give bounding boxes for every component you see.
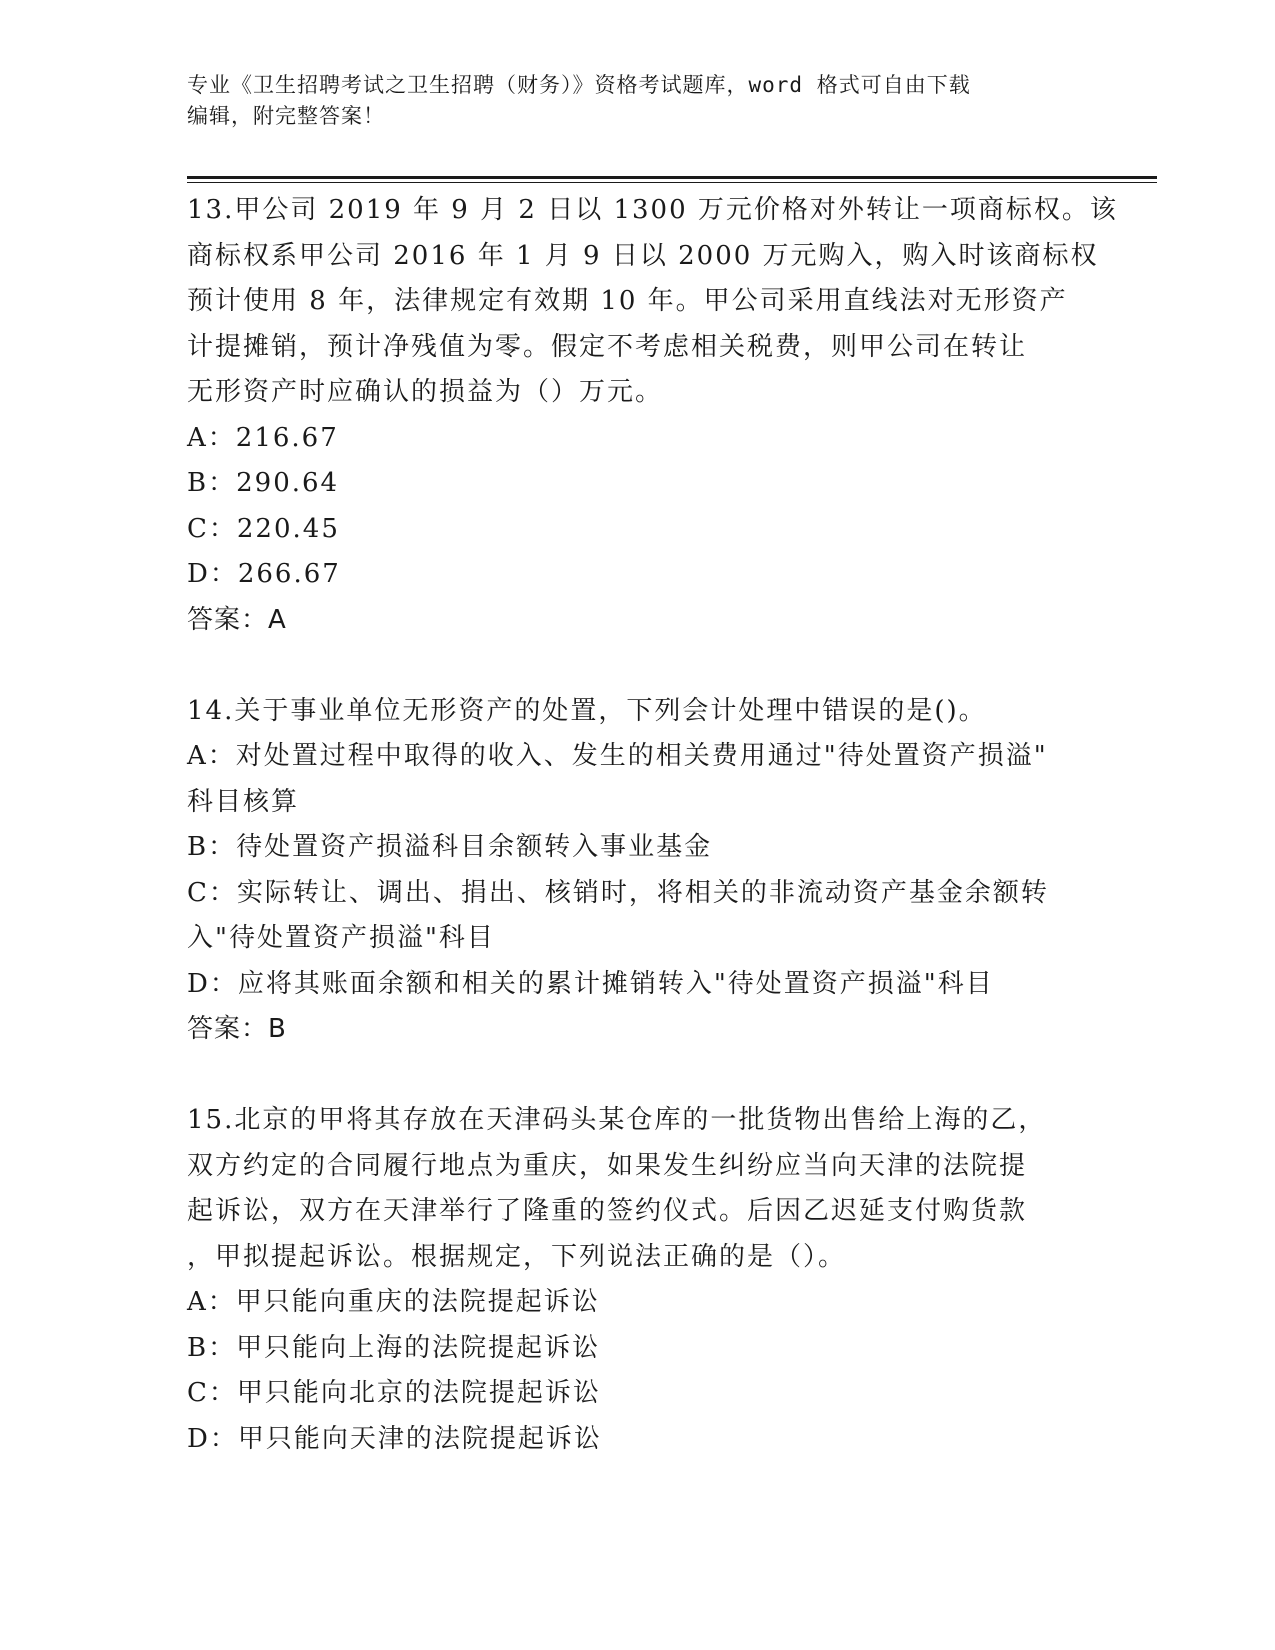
option-item <box>187 1371 1087 1417</box>
question-list <box>187 188 1118 1462</box>
question-stem-line: 商标权系甲公司 2016 年 1 月 9 日以 2000 万元购入，购入时该商标权 <box>187 240 1099 271</box>
option-line: C：220.45 <box>187 513 340 544</box>
question-block <box>187 188 1118 689</box>
answer-label: 答案：A <box>187 604 287 635</box>
option-item <box>187 416 1087 462</box>
option-line: A：216.67 <box>187 422 339 453</box>
header-line-1: 专业《卫生招聘考试之卫生招聘（财务）》资格考试题库，word 格式可自由下载 <box>187 73 971 97</box>
option-item <box>187 507 1087 553</box>
question-stem-line: 无形资产时应确认的损益为（）万元。 <box>187 377 664 407</box>
option-item <box>187 552 1087 598</box>
question-spacer <box>187 1053 1087 1099</box>
document-header <box>187 70 1067 132</box>
answer-label: 答案：B <box>187 1014 287 1044</box>
question-stem-line: 双方约定的合同履行地点为重庆，如果发生纠纷应当向天津的法院提 <box>187 1150 1028 1181</box>
option-item <box>187 1280 1087 1326</box>
question-block <box>187 689 1087 1099</box>
option-line: A：对处置过程中取得的收入、发生的相关费用通过"待处置资产损溢" <box>187 741 1048 771</box>
question-block <box>187 1098 1087 1462</box>
option-item <box>187 871 1087 962</box>
option-item <box>187 962 1087 1008</box>
question-stem-line: 计提摊销，预计净残值为零。假定不考虑相关税费，则甲公司在转让 <box>187 331 1028 362</box>
question-stem-line: 14.关于事业单位无形资产的处置，下列会计处理中错误的是()。 <box>187 695 987 726</box>
option-line: C：甲只能向北京的法院提起诉讼 <box>187 1378 601 1408</box>
option-line: B：290.64 <box>187 468 340 498</box>
header-line-2: 编辑，附完整答案！ <box>187 104 385 128</box>
header-rule-thick <box>187 176 1157 179</box>
option-item <box>187 1417 1087 1463</box>
option-line: 入"待处置资产损溢"科目 <box>187 923 495 953</box>
option-item <box>187 825 1087 871</box>
option-line: A：甲只能向重庆的法院提起诉讼 <box>187 1287 600 1317</box>
option-item <box>187 734 1087 825</box>
option-line: 科目核算 <box>187 786 300 817</box>
question-stem-line: ，甲拟提起诉讼。根据规定，下列说法正确的是（）。 <box>187 1241 847 1272</box>
option-line: D：266.67 <box>187 559 341 589</box>
option-line: C：实际转让、调出、捐出、核销时，将相关的非流动资产基金余额转 <box>187 877 1049 908</box>
option-line: D：甲只能向天津的法院提起诉讼 <box>187 1423 602 1454</box>
question-stem-line: 预计使用 8 年，法律规定有效期 10 年。甲公司采用直线法对无形资产 <box>187 286 1068 316</box>
question-spacer <box>187 643 1087 689</box>
option-line: B：甲只能向上海的法院提起诉讼 <box>187 1332 601 1363</box>
option-item <box>187 461 1087 507</box>
question-stem-line: 起诉讼，双方在天津举行了隆重的签约仪式。后因乙迟延支付购货款 <box>187 1196 1028 1226</box>
option-line: D：应将其账面余额和相关的累计摊销转入"待处置资产损溢"科目 <box>187 968 994 999</box>
option-line: B：待处置资产损溢科目余额转入事业基金 <box>187 832 713 862</box>
question-stem-line: 15.北京的甲将其存放在天津码头某仓库的一批货物出售给上海的乙， <box>187 1105 1047 1135</box>
question-stem-line: 13.甲公司 2019 年 9 月 2 日以 1300 万元价格对外转让一项商标权。该 <box>187 195 1118 225</box>
header-rule-thin <box>187 182 1157 183</box>
option-item <box>187 1326 1087 1372</box>
